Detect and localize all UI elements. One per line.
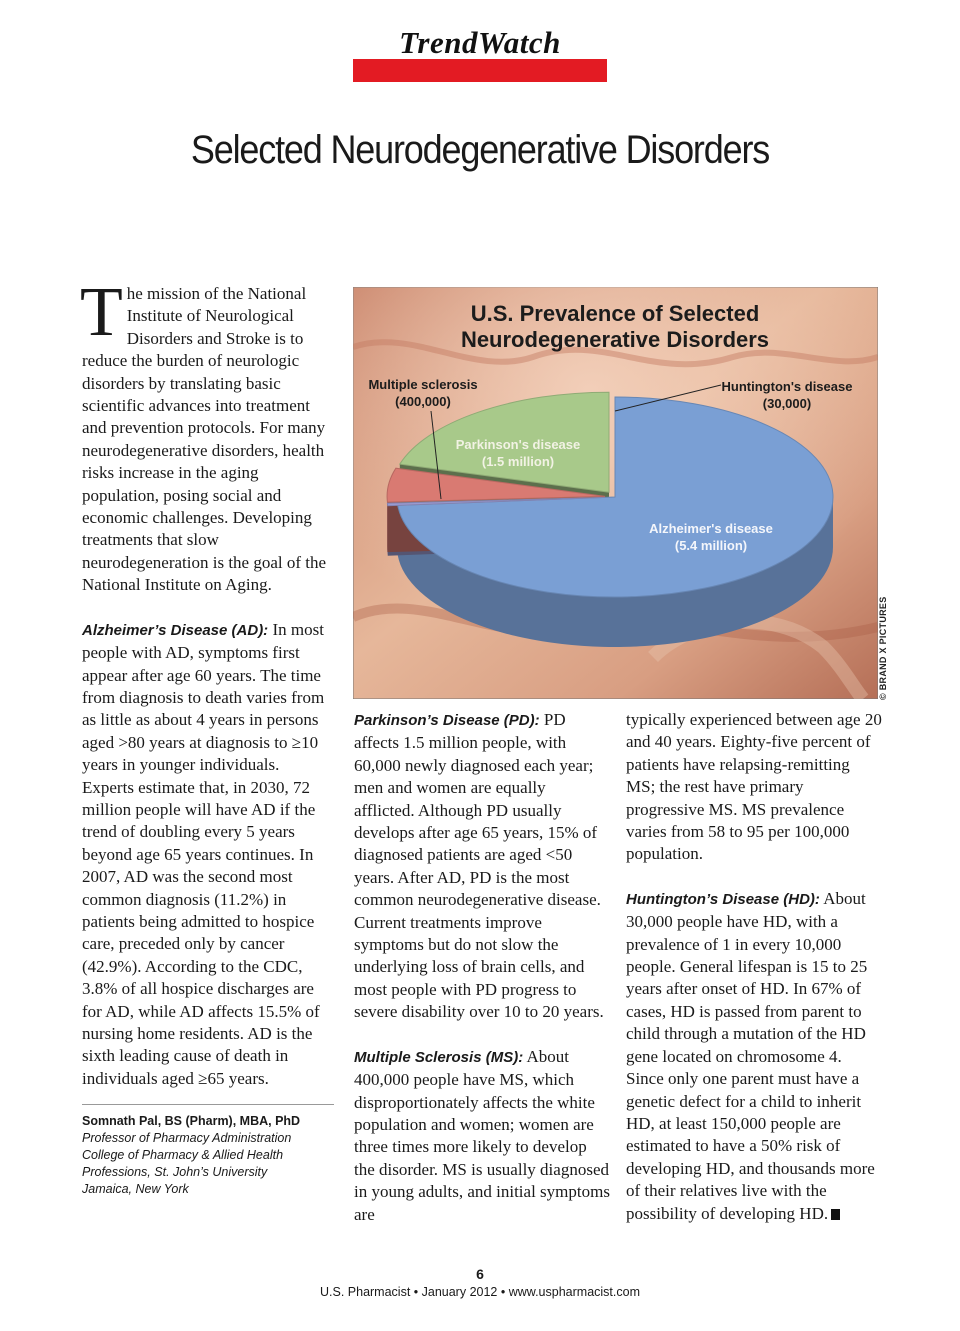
- masthead: [353, 26, 607, 82]
- label-multiple-sclerosis: Multiple sclerosis: [368, 377, 478, 392]
- value-parkinsons: (1.5 million): [481, 454, 555, 469]
- value-alzheimers: (5.4 million): [674, 538, 748, 553]
- column-middle: [354, 709, 610, 1226]
- end-of-article-icon: [831, 1209, 840, 1220]
- huntingtons-heading: Huntington’s Disease (HD):: [626, 890, 820, 908]
- multiple-sclerosis-text: About 400,000 people have MS, which disproportionately affects the white population and women; women are three times more likely to develop the disorder. MS is usually diagnosed in young adults, and initial symptoms are: [354, 1046, 610, 1224]
- alzheimers-text: In most people with AD, symptoms first appear after age 60 years. The time from diagnosis to death varies from as little as about 4 years in persons aged >80 years at diagnosis to ≥10 years in younger individuals. Experts estimate that, in 2030, 72 million people will have AD if the trend of doubling every 5 years beyond age 65 years continues. In 2007, AD was the second most common diagnosis (11.2%) in patients being admitted to hospice care, preceded only by cancer (42.9%). According to the CDC, 3.8% of all hospice discharges are for AD, while AD affects 15.5% of nursing home residents. AD is the sixth leading cause of death in individuals aged ≥65 years.: [82, 619, 325, 1088]
- author-affiliation-4: Jamaica, New York: [82, 1182, 189, 1197]
- author-name: Somnath Pal, BS (Pharm), MBA, PhD: [82, 1114, 301, 1129]
- page-title: Selected Neurodegenerative Disorders: [190, 128, 770, 172]
- intro-paragraph: [80, 274, 334, 597]
- intro-text: he mission of the National Institute of Neurological Disorders and Stroke is to reduce the burden of neurologic disorders by translating basic scientific advances into treatment and prevention protocols. For many neurodegenerative disorders, health risks increase in the aging population, posing social and economic challenges. Developing treatments that slow neurodegeneration is the goal of the National Institute on Aging.: [82, 284, 327, 595]
- parkinsons-section: [354, 709, 610, 1024]
- publication-info: U.S. Pharmacist • January 2012 • www.uspharmacist.com: [320, 1285, 640, 1299]
- column-left: [80, 274, 334, 1198]
- author-affiliation-3: Professions, St. John’s University: [82, 1165, 268, 1180]
- prevalence-pie-chart: [353, 287, 878, 699]
- author-block: [82, 1113, 334, 1198]
- multiple-sclerosis-heading: Multiple Sclerosis (MS):: [354, 1048, 524, 1066]
- value-multiple-sclerosis: (400,000): [395, 394, 451, 409]
- alzheimers-heading: Alzheimer’s Disease (AD):: [82, 621, 269, 639]
- label-huntingtons: Huntington's disease: [721, 379, 853, 394]
- value-huntingtons: (30,000): [762, 396, 812, 411]
- multiple-sclerosis-section: [354, 1046, 610, 1226]
- author-divider: [82, 1104, 334, 1105]
- masthead-title: TrendWatch: [399, 25, 561, 60]
- chart-title-line-2: Neurodegenerative Disorders: [460, 327, 770, 352]
- masthead-red-bar: [353, 59, 607, 82]
- parkinsons-heading: Parkinson’s Disease (PD):: [354, 712, 540, 729]
- label-alzheimers: Alzheimer's disease: [649, 521, 773, 536]
- chart-title-line-1: U.S. Prevalence of Selected: [470, 301, 760, 326]
- huntingtons-text: About 30,000 people have HD, with a prevalence of 1 in every 10,000 people. General lifespan is 15 to 25 years after onset of HD. In 67% of cases, HD is passed from parent to child through a mutation of the HD gene located on chromosome 4. Since only one parent must have a genetic defect for a child to inherit HD, at least 150,000 people are estimated to have a 50% risk of developing HD, and thousands more of their relatives live with the possibility of developing HD.: [626, 888, 875, 1223]
- multiple-sclerosis-continued: typically experienced between age 20 and 40 years. Eighty-five percent of patients have relapsing-remitting MS; the rest have primary progressive MS. MS prevalence varies from 58 to 95 per 100,000 population.: [626, 710, 882, 864]
- huntingtons-section: [626, 888, 882, 1225]
- author-affiliation-1: Professor of Pharmacy Administration: [82, 1131, 292, 1146]
- alzheimers-section: [82, 619, 334, 1091]
- parkinsons-text: PD affects 1.5 million people, with 60,000 newly diagnosed each year; men and women are equally afflicted. Although PD usually develops after age 65 years, 15% of diagnosed patients are aged <50 years. After AD, PD is the most common neurodegenerative disease. Current treatments improve symptoms but do not slow the underlying loss of brain cells, and most people with PD progress to severe disability over 10 to 20 years.: [354, 710, 604, 1022]
- photo-credit: © BRAND X PICTURES: [878, 596, 888, 700]
- author-affiliation-2: College of Pharmacy & Allied Health: [82, 1148, 284, 1163]
- column-right: [626, 709, 882, 1225]
- label-parkinsons: Parkinson's disease: [455, 437, 581, 452]
- drop-cap: T: [80, 274, 123, 351]
- page-number: 6: [476, 1266, 484, 1282]
